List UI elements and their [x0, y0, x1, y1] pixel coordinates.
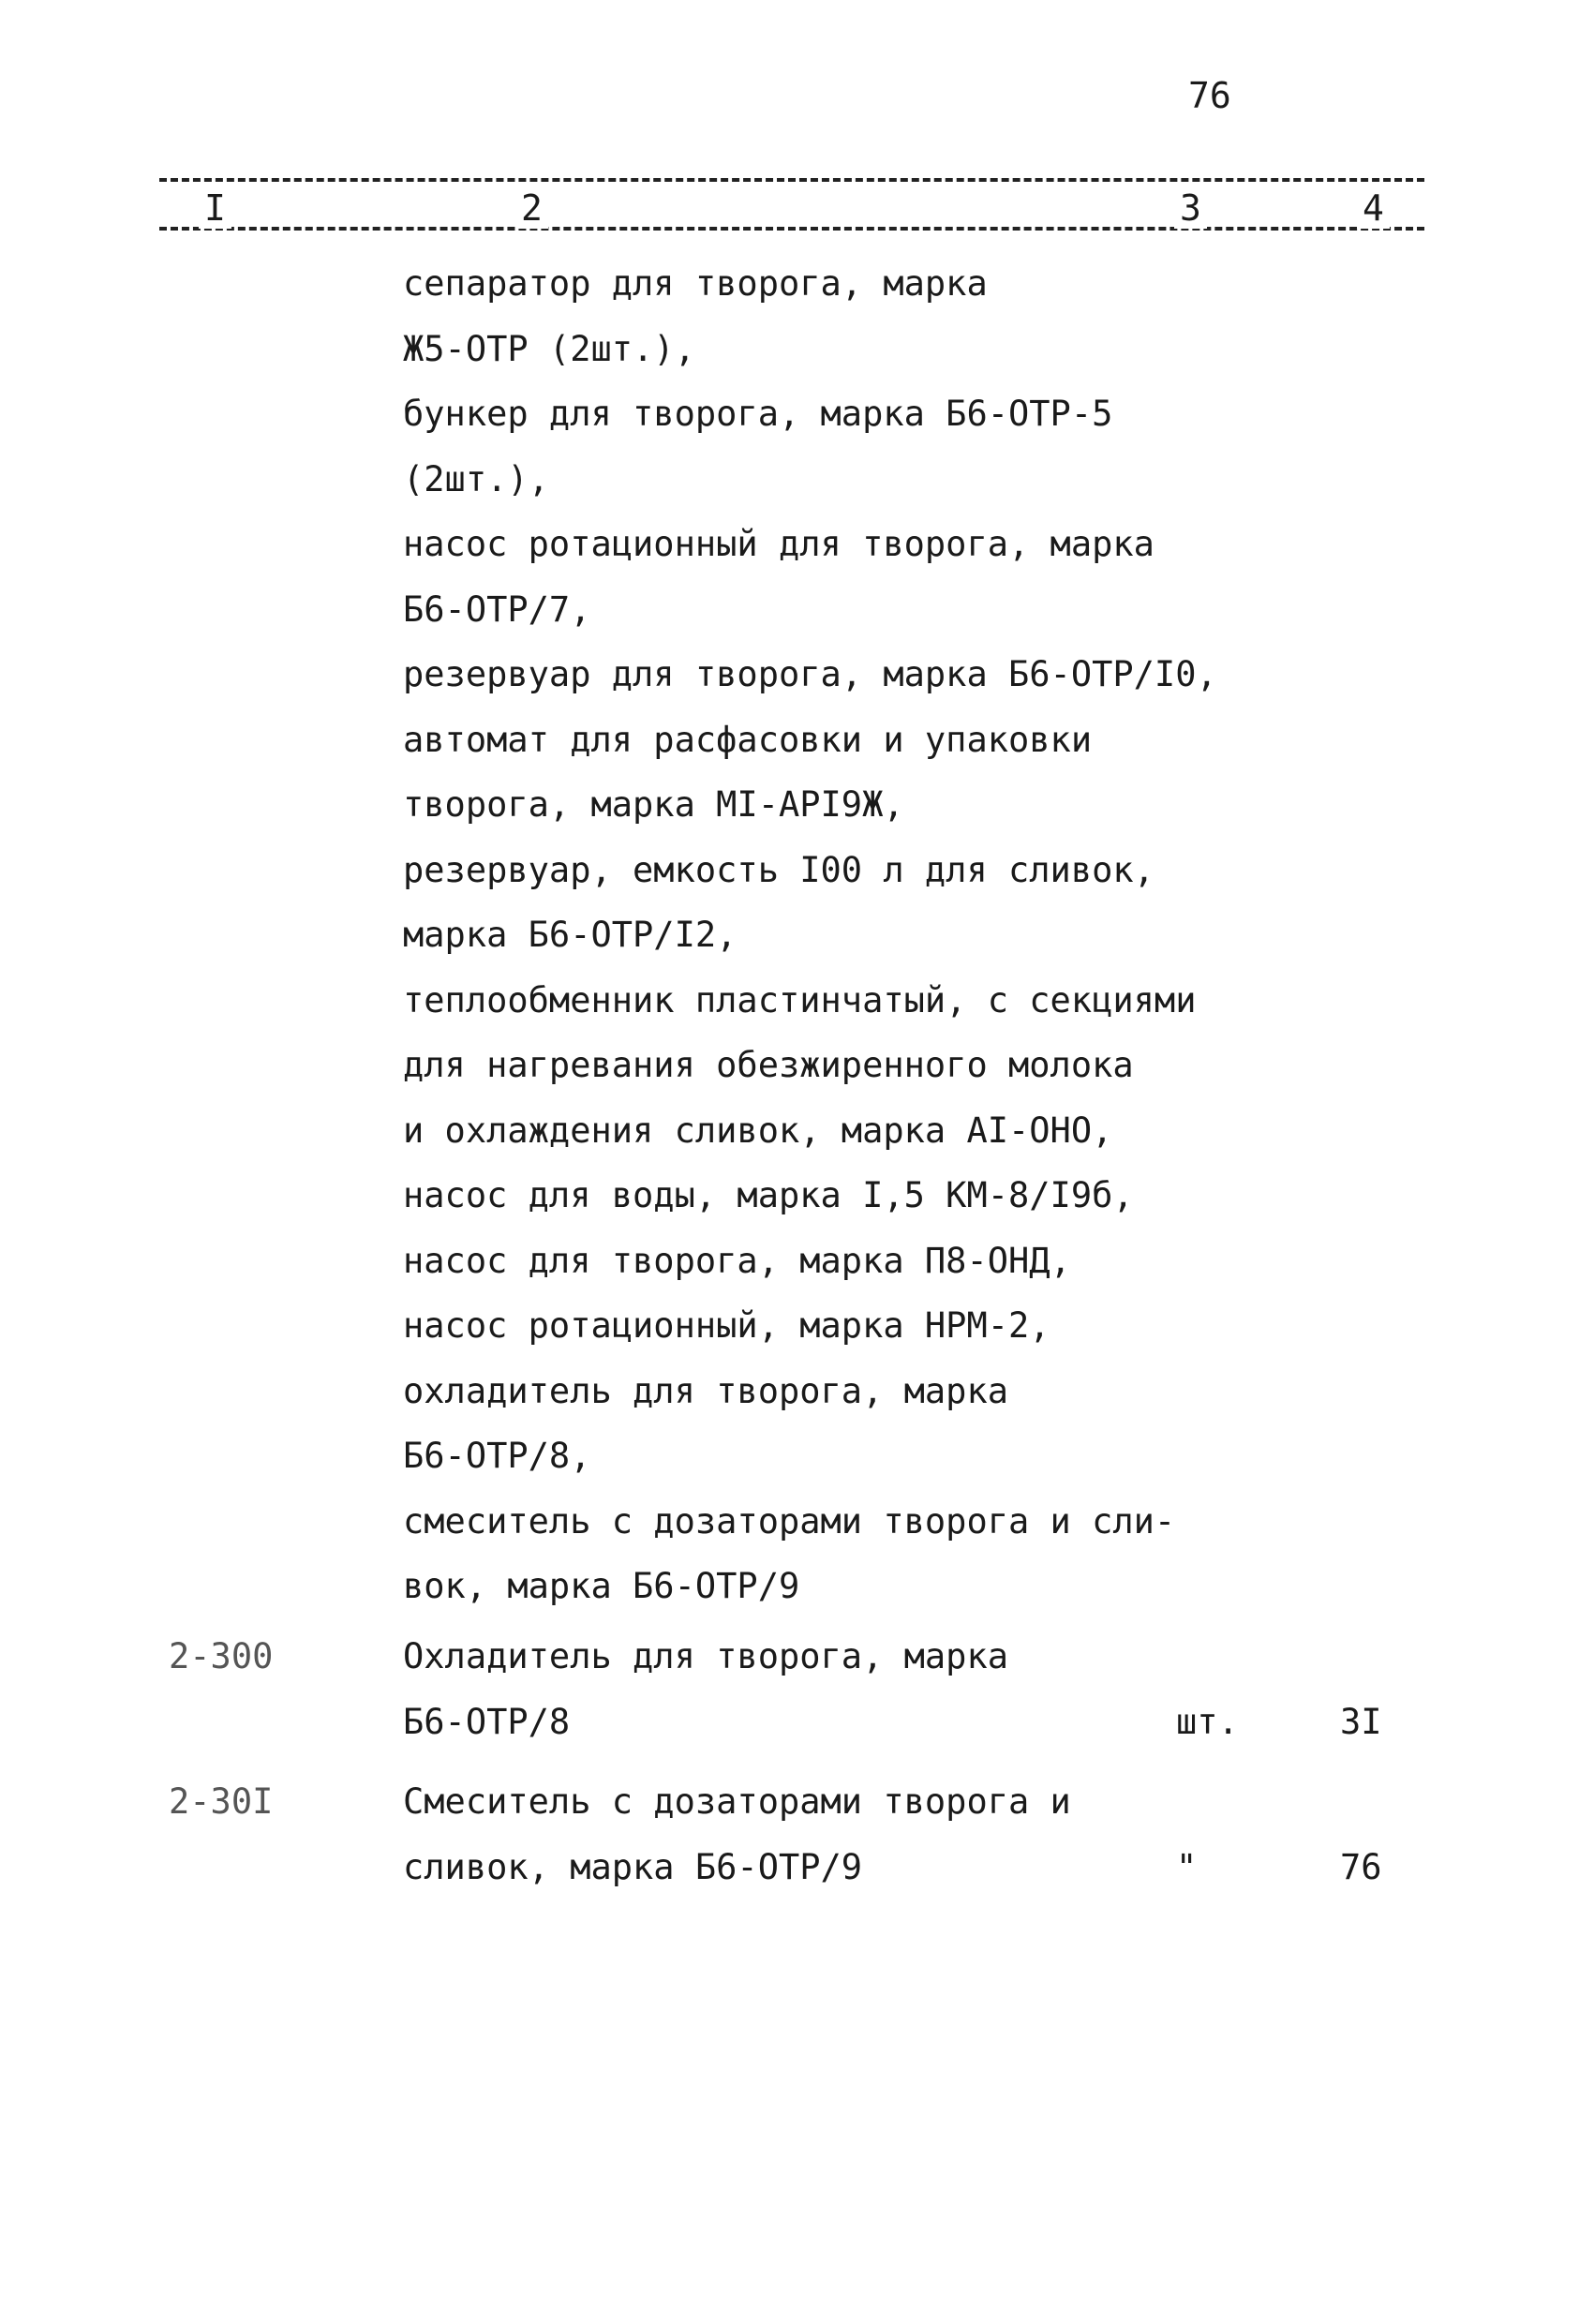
description-line: резервуар, емкость I00 л для сливок,	[403, 849, 1155, 890]
description-line: (2шт.),	[403, 458, 549, 499]
column-header-1: I	[199, 187, 231, 229]
item-code: 2-30I	[169, 1781, 274, 1822]
description-line: Б6-ОТР/7,	[403, 588, 591, 630]
header-bottom-rule	[159, 227, 1424, 231]
description-line: для нагревания обезжиренного молока	[403, 1045, 1134, 1085]
description-line: автомат для расфасовки и упаковки	[403, 719, 1093, 760]
description-line: смеситель с дозаторами творога и сли-	[403, 1500, 1176, 1542]
page-number: 76	[1188, 75, 1231, 116]
description-line: Охладитель для творога, марка	[403, 1636, 1009, 1676]
description-line: сепаратор для творога, марка	[403, 263, 988, 304]
column-header-3: 3	[1174, 187, 1207, 229]
description-line: теплообменник пластинчатый, с секциями	[403, 979, 1197, 1020]
description-line: насос ротационный для творога, марка	[403, 524, 1155, 564]
item-unit: шт.	[1176, 1701, 1239, 1742]
description-line: вок, марка Б6-ОТР/9	[403, 1566, 800, 1606]
item-description	[403, 1624, 1153, 1754]
description-line: творога, марка MI-API9Ж,	[403, 784, 904, 825]
description-line: охладитель для творога, марка	[403, 1370, 1009, 1411]
description-line: и охлаждения сливок, марка AI-ОНО,	[403, 1110, 1113, 1151]
item-quantity: 76	[1340, 1846, 1382, 1887]
item-code: 2-300	[169, 1636, 274, 1676]
continuation-description	[403, 251, 1246, 1619]
description-line: насос для творога, марка П8-ОНД,	[403, 1240, 1071, 1281]
header-top-rule	[159, 178, 1424, 182]
description-line: насос ротационный, марка НРМ-2,	[403, 1305, 1050, 1346]
description-line: резервуар для творога, марка Б6-ОТР/I0,	[403, 654, 1217, 694]
description-line: марка Б6-ОТР/I2,	[403, 915, 737, 955]
item-unit: "	[1176, 1846, 1198, 1887]
description-line: насос для воды, марка I,5 КМ-8/I9б,	[403, 1175, 1134, 1215]
column-header-2: 2	[515, 187, 548, 229]
description-line: Б6-ОТР/8,	[403, 1436, 591, 1476]
description-line: Смеситель с дозаторами творога и	[403, 1781, 1071, 1822]
item-quantity: 3I	[1340, 1701, 1382, 1742]
description-line: Б6-ОТР/8	[403, 1701, 571, 1742]
description-line: Ж5-ОТР (2шт.),	[403, 328, 695, 369]
item-description	[403, 1769, 1153, 1899]
description-line: бункер для творога, марка Б6-ОТР-5	[403, 394, 1113, 434]
description-line: сливок, марка Б6-ОТР/9	[403, 1846, 863, 1887]
column-header-4: 4	[1357, 187, 1390, 229]
